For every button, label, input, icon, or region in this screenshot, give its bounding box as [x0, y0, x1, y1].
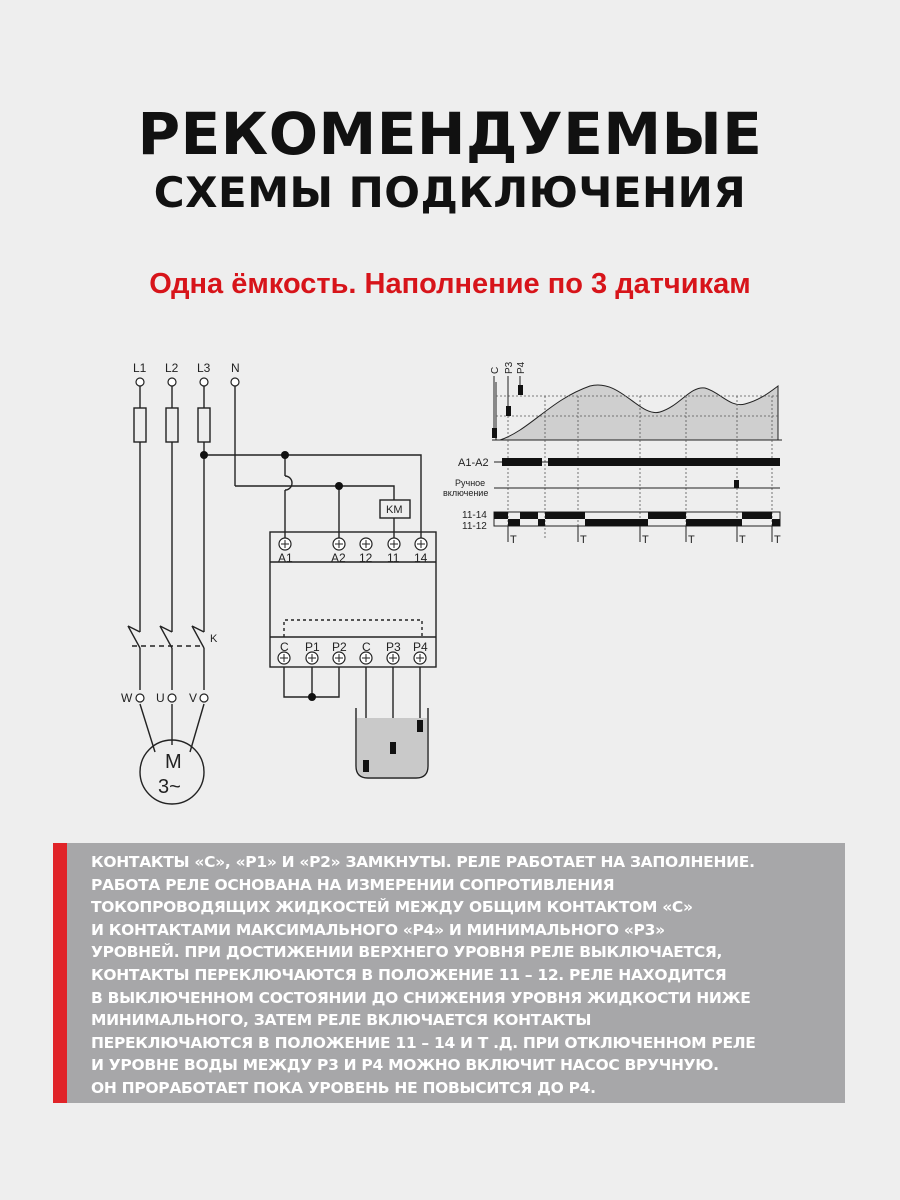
motor-terminal-w: W [121, 691, 133, 705]
terminal-label-14: 14 [414, 551, 428, 565]
phase-label-n: N [231, 361, 240, 375]
terminal-label-a1: A1 [278, 551, 293, 565]
page-subtitle: Одна ёмкость. Наполнение по 3 датчикам [149, 268, 751, 300]
sensor-label-c: C [490, 366, 501, 374]
km-label: KM [386, 504, 403, 516]
row-label-1112: 11-12 [462, 521, 487, 532]
terminal-label-a2: A2 [331, 551, 346, 565]
row-label-manual-1: Ручное [455, 478, 486, 488]
motor-terminal-u: U [156, 691, 165, 705]
terminal-label-p1: P1 [305, 640, 320, 654]
row-label-a1a2: A1-A2 [458, 457, 489, 469]
terminal-label-11: 11 [387, 551, 400, 565]
t-label-2: T [580, 534, 587, 546]
k-label: K [210, 633, 218, 645]
terminal-label-p3: P3 [386, 640, 401, 654]
motor-label-3phase: 3~ [158, 776, 181, 798]
phase-label-l2: L2 [165, 361, 179, 375]
t-label-4: T [688, 534, 695, 546]
phase-label-l1: L1 [133, 361, 147, 375]
terminal-label-p4: P4 [413, 640, 428, 654]
page-title-line-1: РЕКОМЕНДУЕМЫЕ [137, 100, 763, 168]
sensor-label-p3: P3 [504, 361, 515, 374]
row-label-1114: 11-14 [462, 510, 487, 521]
t-label-6: T [774, 534, 781, 546]
terminal-crosses [280, 540, 425, 662]
terminal-label-c2: C [362, 640, 371, 654]
page-title-line-2: СХЕМЫ ПОДКЛЮЧЕНИЯ [153, 168, 747, 217]
t-label-5: T [739, 534, 746, 546]
terminal-label-p2: P2 [332, 640, 347, 654]
sensor-label-p4: P4 [516, 361, 527, 374]
t-label-1: T [510, 534, 517, 546]
motor-terminal-v: V [189, 691, 198, 705]
terminal-label-12: 12 [359, 551, 373, 565]
info-panel [53, 843, 845, 1103]
motor-label-m: M [165, 751, 182, 773]
terminal-label-c1: C [280, 640, 289, 654]
t-label-3: T [642, 534, 649, 546]
phase-label-l3: L3 [197, 361, 211, 375]
row-label-manual-2: включение [443, 488, 489, 498]
timing-diagram [443, 361, 782, 546]
info-text: КОНТАКТЫ «С», «Р1» И «Р2» ЗАМКНУТЫ. РЕЛЕ РАБОТАЕТ НА ЗАПОЛНЕНИЕ. РАБОТА РЕЛЕ ОСНОВАНА НА ИЗМЕРЕНИИ СОПРОТИВЛЕНИЯ ТОКОПРОВОДЯЩИХ ЖИДКОСТЕЙ МЕЖДУ ОБЩИМ КОНТАКТОМ «С» И КОНТАКТАМИ МАКСИМАЛЬНОГО «Р4» И МИНИМАЛЬНОГО «Р3» УРОВНЕЙ. ПРИ ДОСТИЖЕНИИ ВЕРХНЕГО УРОВНЯ РЕЛЕ ВЫКЛЮЧАЕТСЯ, КОНТАКТЫ ПЕРЕКЛЮЧАЮТСЯ В ПОЛОЖЕНИЕ 11 – 12. РЕЛЕ НАХОДИТСЯ В ВЫКЛЮЧЕННОМ СОСТОЯНИИ ДО СНИЖЕНИЯ УРОВНЯ ЖИДКОСТИ НИЖЕ МИНИМАЛЬНОГО, ЗАТЕМ РЕЛЕ ВКЛЮЧАЕТСЯ КОНТАКТЫ ПЕРЕКЛЮЧАЮТСЯ В ПОЛОЖЕНИЕ 11 – 14 И Т .Д. ПРИ ОТКЛЮЧЕННОМ РЕЛЕ И УРОВНЕ ВОДЫ МЕЖДУ Р3 И Р4 МОЖНО ВКЛЮЧИТ НАСОС ВРУЧНУЮ. ОН ПРОРАБОТАЕТ ПОКА УРОВЕНЬ НЕ ПОВЫСИТСЯ ДО Р4. [91, 853, 756, 1097]
